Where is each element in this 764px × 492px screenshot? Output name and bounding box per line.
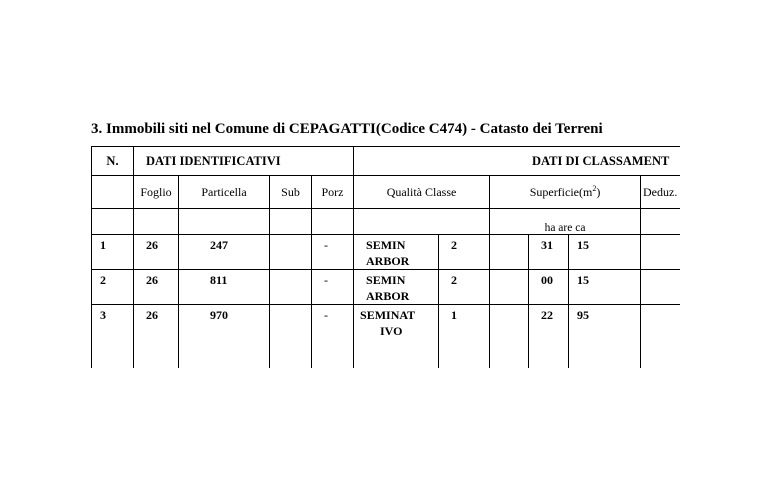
- cell-sub: [270, 270, 312, 305]
- cell-are: 31: [529, 235, 569, 270]
- subheader-particella: Particella: [179, 176, 270, 209]
- cell-are: 22: [529, 305, 569, 369]
- subheader-foglio: Foglio: [134, 176, 179, 209]
- table-row: [92, 270, 681, 305]
- cell-foglio: 26: [134, 270, 179, 305]
- subheader-sub: Sub: [270, 176, 312, 209]
- subheader-superficie: $Superficie(m^2)$: [490, 176, 641, 209]
- cell-foglio: 26: [134, 305, 179, 369]
- cell-particella: 811: [179, 270, 270, 305]
- cell-particella: 247: [179, 235, 270, 270]
- cell-qualita: SEMIN ARBOR: [354, 270, 439, 305]
- table-row: [92, 235, 681, 270]
- cell-ha: [490, 305, 529, 369]
- cell-porz: -: [312, 305, 354, 369]
- header-row: [92, 147, 681, 176]
- cadastral-table: [91, 146, 680, 368]
- subheader-qualita-classe: Qualità Classe: [354, 176, 490, 209]
- subheader-deduz: Deduz.: [641, 176, 680, 209]
- cell-classe: 1: [439, 305, 490, 369]
- cell-qualita: SEMINAT IVO: [354, 305, 439, 369]
- table-row: [92, 305, 681, 369]
- cell-porz: -: [312, 270, 354, 305]
- cell-foglio: 26: [134, 235, 179, 270]
- cell-porz: -: [312, 235, 354, 270]
- header-dati-identificativi: DATI IDENTIFICATIVI: [134, 147, 354, 176]
- units-label: ha are ca: [490, 209, 641, 235]
- cell-n: 3: [92, 305, 134, 369]
- units-row: [92, 209, 681, 235]
- subheader-row: [92, 176, 681, 209]
- cell-deduz: [641, 270, 680, 305]
- cell-sub: [270, 305, 312, 369]
- cell-classe: 2: [439, 270, 490, 305]
- cell-qualita: SEMIN ARBOR: [354, 235, 439, 270]
- section-title: 3. Immobili siti nel Comune di CEPAGATTI(Codice C474) - Catasto dei Terreni: [91, 121, 603, 137]
- header-dati-classamento: DATI DI CLASSAMENT: [354, 147, 680, 176]
- cell-ca: 15: [569, 270, 641, 305]
- cell-ha: [490, 270, 529, 305]
- cell-ca: 95: [569, 305, 641, 369]
- subheader-empty: [92, 176, 134, 209]
- subheader-porz: Porz: [312, 176, 354, 209]
- cell-are: 00: [529, 270, 569, 305]
- cell-n: 1: [92, 235, 134, 270]
- cell-ha: [490, 235, 529, 270]
- cadastral-table-container: [91, 146, 680, 368]
- cell-deduz: [641, 235, 680, 270]
- header-n: N.: [92, 147, 134, 176]
- cell-ca: 15: [569, 235, 641, 270]
- cell-sub: [270, 235, 312, 270]
- cell-deduz: [641, 305, 680, 369]
- cell-classe: 2: [439, 235, 490, 270]
- cell-particella: 970: [179, 305, 270, 369]
- cell-n: 2: [92, 270, 134, 305]
